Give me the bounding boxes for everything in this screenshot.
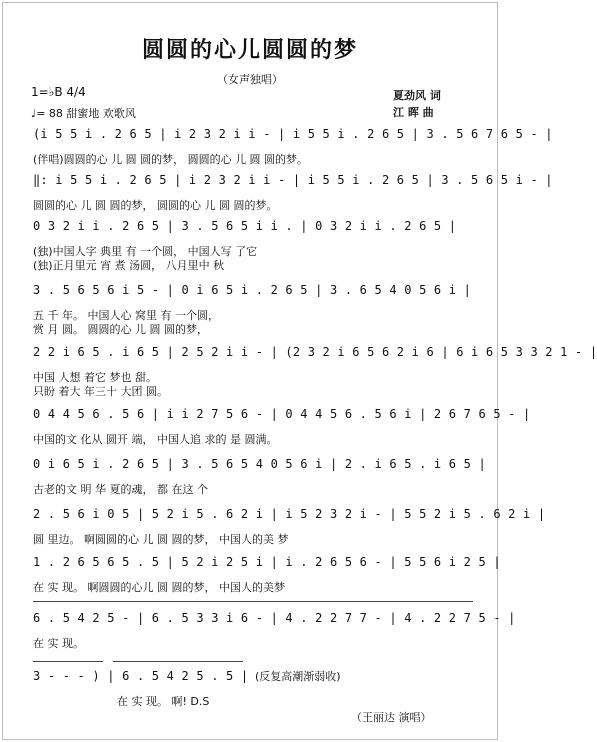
lyric-line: 在 实 现。 (33, 637, 84, 650)
notation-line: 0 4 4 5 6 . 5 6 | i i 2 7 5 6 - | 0 4 4 5 6 . 5 6 i | 2 6 7 6 5 - | (33, 407, 531, 421)
notation-line: (i 5 5 i . 2 6 5 | i 2 3 2 i i - | i 5 5 i . 2 6 5 | 3 . 5 6 7 6 5 - | (33, 127, 553, 141)
notation-line: 1 . 2 6 5 6 5 . 5 | 5 2 i 2 5 i | i . 2 6 5 6 - | 5 5 6 i 2 5 | (33, 555, 501, 569)
lyric-line: 中国 人想 着它 梦也 甜。 (33, 371, 157, 384)
lyric-line: 在 实 现。 啊! D.S (117, 695, 210, 708)
lyric-line: 在 实 现。 啊圆圆的心儿 圆 圆的梦， 中国人的美梦 (33, 581, 285, 594)
lyric-line: (独)正月里元 宵 煮 汤圆， 八月里中 秋 (33, 259, 225, 272)
notation-line: 2 . 5 6 i 0 5 | 5 2 i 5 . 6 2 i | i 5 2 3 2 i - | 5 5 2 i 5 . 6 2 i | (33, 507, 546, 521)
volta-bracket (113, 661, 243, 662)
lyric-line: 中国的文 化从 圆开 端， 中国人追 求的 是 圆满。 (33, 433, 278, 446)
notation-line: 2 2 i 6 5 . i 6 5 | 2 5 2 i i - | (2 3 2 i 6 5 6 2 i 6 | 6 i 6 5 3 3 2 1 - | (33, 345, 597, 359)
volta-bracket (33, 601, 473, 602)
lyric-line: 只盼 着大 年三十 大团 圆。 (33, 385, 168, 398)
score-sheet (2, 2, 597, 740)
key-signature: 1=♭B 4/4 (31, 85, 86, 99)
lyricist-credit: 夏劲风 词 (393, 89, 441, 102)
lyric-line: 圆圆的心 儿 圆 圆的梦， 圆圆的心 儿 圆 圆的梦。 (33, 199, 278, 212)
notation-line: 6 . 5 4 2 5 - | 6 . 5 3 3 i 6 - | 4 . 2 2 7 7 - | 4 . 2 2 7 5 - | (33, 611, 516, 625)
notation-line: 0 3 2 i i . 2 6 5 | 3 . 5 6 5 i i . | 0 3 2 i i . 2 6 5 | (33, 219, 457, 233)
notation-line: 3 . 5 6 5 6 i 5 - | 0 i 6 5 i . 2 6 5 | 3 . 6 5 4 0 5 6 i | (33, 283, 472, 297)
song-title: 圆圆的心儿圆圆的梦 (141, 38, 358, 63)
song-subtitle: （女声独唱） (217, 73, 283, 86)
notation-line: 3 - - - ) | 6 . 5 4 2 5 . 5 | (33, 669, 249, 683)
lyric-line: (伴唱)圆圆的心 儿 圆 圆的梦， 圆圆的心 儿 圆 圆的梦。 (33, 153, 309, 166)
volta-bracket (33, 661, 103, 662)
lyric-line: 赏 月 圆。 圆圆的心 儿 圆 圆的梦， (33, 323, 208, 336)
lyric-line: (独)中国人字 典里 有 一个圆， 中国人写 了它 (33, 245, 258, 258)
composer-credit: 江 晖 曲 (393, 106, 434, 119)
performer-credit: （王丽达 演唱） (351, 711, 432, 724)
performance-note: (反复高潮渐弱收) (255, 670, 341, 683)
tempo-marking: ♩= 88 甜蜜地 欢歌风 (31, 107, 136, 120)
lyric-line: 古老的文 明 华 夏的魂， 都 在这 个 (33, 483, 208, 496)
lyric-line: 五 千 年。 中国人心 窝里 有 一个圆， (33, 309, 219, 322)
lyric-line: 圆 里边。 啊圆圆的心 儿 圆 圆的梦， 中国人的美 梦 (33, 533, 289, 546)
notation-line: ‖: i 5 5 i . 2 6 5 | i 2 3 2 i i - | i 5 5 i . 2 6 5 | 3 . 5 6 5 i - | (33, 173, 553, 187)
notation-line: 0 i 6 5 i . 2 6 5 | 3 . 5 6 5 4 0 5 6 i | 2 . i 6 5 . i 6 5 | (33, 457, 486, 471)
